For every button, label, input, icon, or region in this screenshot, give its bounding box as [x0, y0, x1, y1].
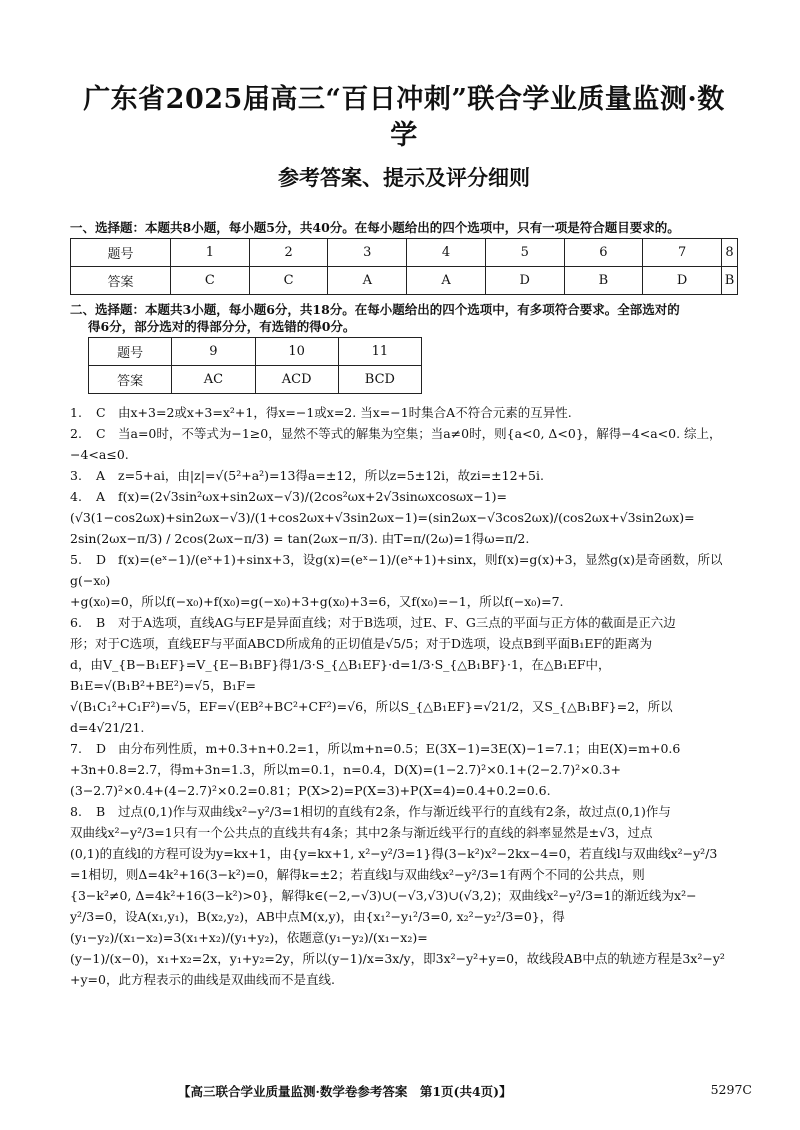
answer-cell: ACD — [255, 366, 338, 394]
solution-choice: A — [96, 468, 106, 483]
solution-text-line: +3n+0.8=2.7，得m+3n=1.3，所以m=0.1，n=0.4，D(X)=(1−2.7)²×0.1+(2−2.7)²×0.3+ — [70, 762, 621, 777]
solution-text-line: 形；对于C选项，直线EF与平面ABCD所成角的正切值是√5/5；对于D选项，设点B到平面B₁EF的距离为 — [70, 636, 653, 651]
question-number: 5 — [485, 239, 564, 267]
solution-number: 7. — [70, 741, 82, 756]
table-row — [71, 239, 738, 267]
solution-number: 1. — [70, 405, 82, 420]
question-number: 6 — [564, 239, 643, 267]
solution-text-line: 双曲线x²−y²/3=1只有一个公共点的直线共有4条；其中2条与渐近线平行的直线的斜率显然是±√3，过点 — [70, 825, 653, 840]
solution-text-line: z=5+ai，由|z|=√(5²+a²)=13得a=±12，所以z=5±12i，故zi=±12+5i. — [118, 468, 544, 483]
answer-cell: D — [643, 267, 722, 295]
row-label-answer: 答案 — [89, 366, 172, 394]
page-title: 广东省2025届高三“百日冲刺”联合学业质量监测·数学 — [83, 84, 725, 151]
solution-text-line: √(B₁C₁²+C₁F²)=√5，EF=√(EB²+BC²+CF²)=√6，所以S_{△B₁EF}=√21/2，又S_{△B₁BF}=2，所以d=4√21/21. — [70, 699, 673, 735]
solution-text-line: 由x+3=2或x+3=x²+1，得x=−1或x=2. 当x=−1时集合A不符合元素的互异性. — [118, 405, 572, 420]
question-number: 7 — [643, 239, 722, 267]
solution-item — [70, 549, 738, 612]
solution-text-line: +y=0，此方程表示的曲线是双曲线而不是直线. — [70, 972, 335, 987]
solution-text-line: −4<a≤0. — [70, 447, 129, 462]
answer-cell: A — [328, 267, 407, 295]
answer-cell: C — [249, 267, 328, 295]
section2-answer-table — [88, 337, 422, 394]
solution-text-line: f(x)=(eˣ−1)/(eˣ+1)+sinx+3，设g(x)=(eˣ−1)/(eˣ+1)+sinx，则f(x)=g(x)+3，显然g(x)是奇函数，所以g(−x₀) — [70, 552, 723, 588]
footer-code: 5297C — [710, 1082, 752, 1097]
answer-cell: B — [564, 267, 643, 295]
row-label-number: 题号 — [89, 338, 172, 366]
solution-text-line: 当a=0时，不等式为−1≥0，显然不等式的解集为空集；当a≠0时，则{a<0, Δ<0}，解得−4<a<0. 综上， — [118, 426, 722, 441]
answer-cell: BCD — [338, 366, 421, 394]
solution-choice: D — [96, 552, 107, 567]
solution-choice: C — [96, 426, 106, 441]
solution-number: 4. — [70, 489, 82, 504]
question-number: 3 — [328, 239, 407, 267]
table-row — [89, 338, 422, 366]
solution-item — [70, 465, 738, 486]
solution-number: 5. — [70, 552, 82, 567]
solution-text-line: =1相切，则Δ=4k²+16(3−k²)=0，解得k=±2；若直线l与双曲线x²−y²/3=1有两个不同的公共点，则 — [70, 867, 645, 882]
answer-cell: B — [721, 267, 737, 295]
answer-cell: D — [485, 267, 564, 295]
footer-text: 【高三联合学业质量监测·数学卷参考答案 第1页(共4页)】 — [178, 1084, 512, 1099]
section1-heading: 一、选择题：本题共8小题，每小题5分，共40分。在每小题给出的四个选项中，只有一项是符合题目要求的。 — [70, 220, 680, 235]
solution-text-line: (0,1)的直线l的方程可设为y=kx+1，由{y=kx+1, x²−y²/3=1}得(3−k²)x²−2kx−4=0，若直线l与双曲线x²−y²/3 — [70, 846, 718, 861]
solution-text-line: (3−2.7)²×0.4+(4−2.7)²×0.2=0.81；P(X>2)=P(X=3)+P(X=4)=0.4+0.2=0.6. — [70, 783, 551, 798]
answer-cell: A — [407, 267, 486, 295]
question-number: 1 — [171, 239, 250, 267]
page-subtitle: 参考答案、提示及评分细则 — [278, 165, 530, 190]
question-number: 9 — [172, 338, 255, 366]
solution-item — [70, 738, 738, 801]
solution-text-line: 2sin(2ωx−π/3) / 2cos(2ωx−π/3) = tan(2ωx−π/3). 由T=π/(2ω)=1得ω=π/2. — [70, 531, 530, 546]
question-number: 2 — [249, 239, 328, 267]
question-number: 4 — [407, 239, 486, 267]
solution-choice: C — [96, 405, 106, 420]
solution-text-line: d，由V_{B−B₁EF}=V_{E−B₁BF}得1/3·S_{△B₁EF}·d=1/3·S_{△B₁BF}·1，在△B₁EF中，B₁E=√(B₁B²+BE²)=√5，B₁F= — [70, 657, 611, 693]
section2-heading-cont: 得6分，部分选对的得部分分，有选错的得0分。 — [88, 319, 356, 334]
section2-heading: 二、选择题：本题共3小题，每小题6分，共18分。在每小题给出的四个选项中，有多项符合要求。全部选对的 — [70, 302, 680, 317]
solution-text-line: 对于A选项，直线AG与EF是异面直线；对于B选项，过E、F、G三点的平面与正方体的截面是正六边 — [118, 615, 676, 630]
solution-number: 8. — [70, 804, 82, 819]
solution-text-line: +g(x₀)=0，所以f(−x₀)+f(x₀)=g(−x₀)+3+g(x₀)+3=6，又f(x₀)=−1，所以f(−x₀)=7. — [70, 594, 564, 609]
solution-text-line: y²/3=0，设A(x₁,y₁)，B(x₂,y₂)，AB中点M(x,y)，由{x₁²−y₁²/3=0, x₂²−y₂²/3=0}，得(y₁−y₂)/(x₁−x₂)=3(x₁+x₂)/(y₁+y₂)，依题意(y₁−y₂)/(x₁−x₂)= — [70, 909, 565, 945]
answer-cell: AC — [172, 366, 255, 394]
solution-text-line: f(x)=(2√3sin²ωx+sin2ωx−√3)/(2cos²ωx+2√3sinωxcosωx−1)=(√3(1−cos2ωx)+sin2ωx−√3)/(1+cos2ωx+√3sin2ωx−1)=(sin2ωx−√3cos2ωx)/(cos2ωx+√3sin2ωx)= — [70, 489, 695, 525]
table-row — [71, 267, 738, 295]
solution-item — [70, 801, 738, 990]
solution-number: 6. — [70, 615, 82, 630]
section1-answer-table — [70, 238, 738, 295]
solution-text-line: (y−1)/(x−0)，x₁+x₂=2x，y₁+y₂=2y，所以(y−1)/x=3x/y，即3x²−y²+y=0，故线段AB中点的轨迹方程是3x²−y² — [70, 951, 725, 966]
solution-text-line: 过点(0,1)作与双曲线x²−y²/3=1相切的直线有2条，作与渐近线平行的直线有2条，故过点(0,1)作与 — [118, 804, 671, 819]
solution-text-line: 由分布列性质，m+0.3+n+0.2=1，所以m+n=0.5；E(3X−1)=3E(X)−1=7.1；由E(X)=m+0.6 — [118, 741, 681, 756]
question-number: 11 — [338, 338, 421, 366]
solution-choice: A — [96, 489, 106, 504]
solution-item — [70, 612, 738, 738]
solution-number: 3. — [70, 468, 82, 483]
solution-text-line: {3−k²≠0, Δ=4k²+16(3−k²)>0}，解得k∈(−2,−√3)∪(−√3,√3)∪(√3,2)；双曲线x²−y²/3=1的渐近线为x²− — [70, 888, 697, 903]
table-row — [89, 366, 422, 394]
solutions-list — [70, 402, 738, 990]
solution-choice: B — [96, 804, 106, 819]
row-label-answer: 答案 — [71, 267, 171, 295]
solution-choice: D — [96, 741, 107, 756]
solution-choice: B — [96, 615, 106, 630]
solution-item — [70, 423, 738, 465]
row-label-number: 题号 — [71, 239, 171, 267]
answer-cell: C — [171, 267, 250, 295]
question-number: 8 — [721, 239, 737, 267]
solution-item — [70, 486, 738, 549]
question-number: 10 — [255, 338, 338, 366]
solution-number: 2. — [70, 426, 82, 441]
solution-item — [70, 402, 738, 423]
